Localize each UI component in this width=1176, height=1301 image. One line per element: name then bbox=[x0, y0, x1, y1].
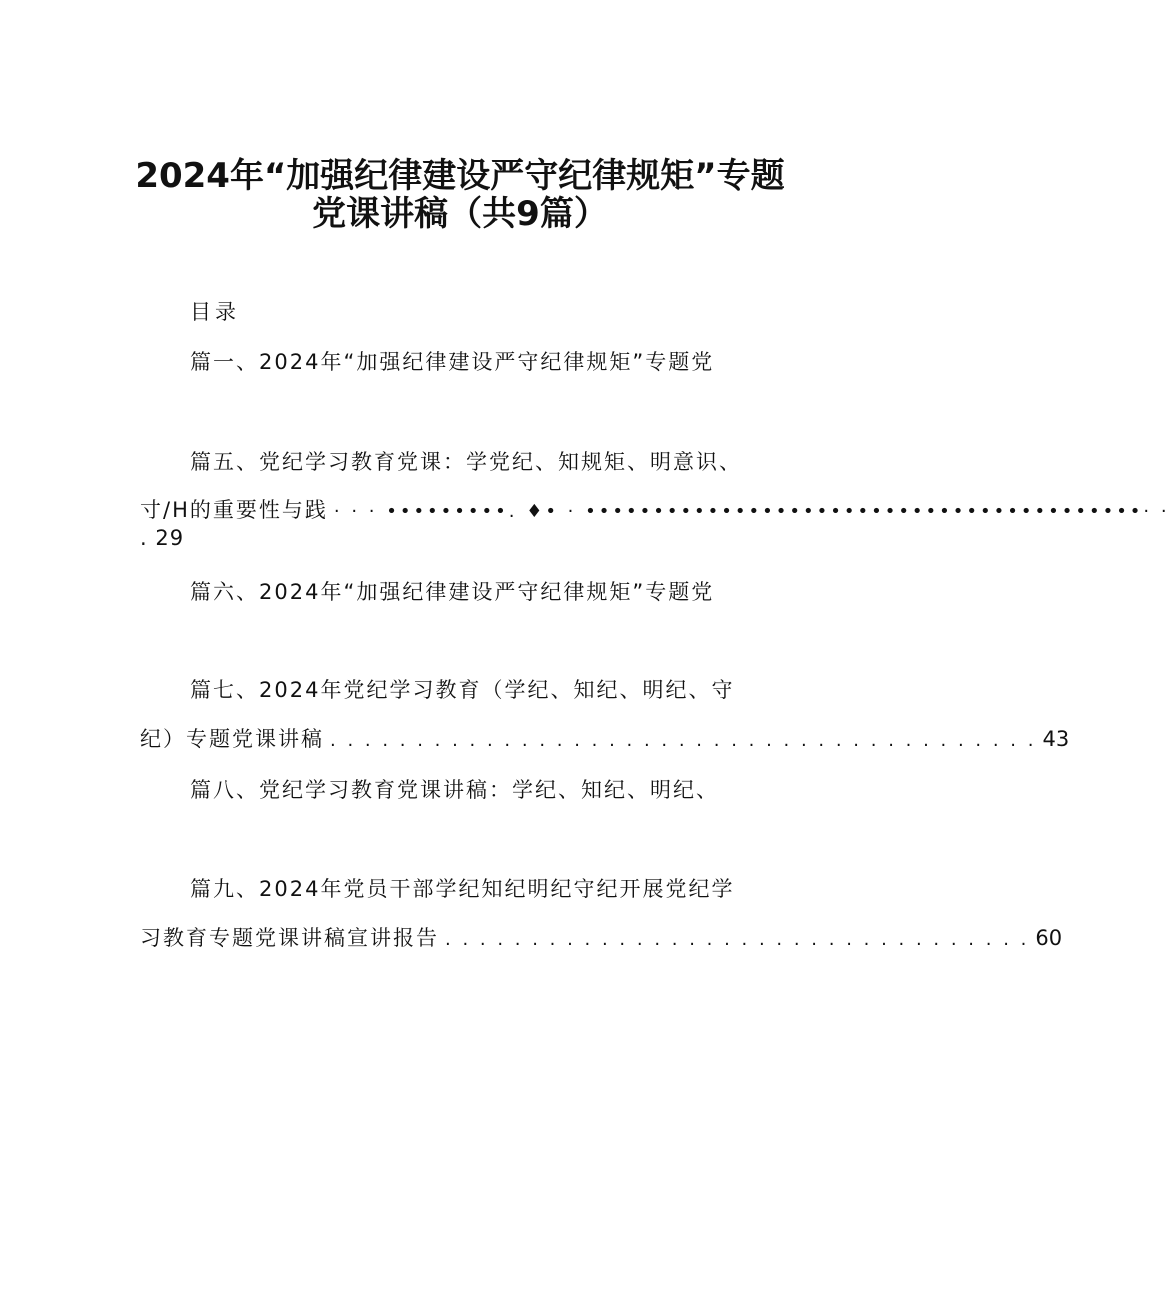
toc-entry-9-page: 60 bbox=[1035, 926, 1063, 950]
toc-heading: 目录 bbox=[190, 300, 240, 324]
toc-entry-6[interactable]: 篇六、2024年“加强纪律建设严守纪律规矩”专题党 bbox=[190, 580, 715, 604]
toc-entry-9-leader: . . . . . . . . . . . . . . . . . . . . . . . . . . . . . . . . . . bbox=[445, 929, 1030, 950]
toc-entry-5[interactable]: 篇五、党纪学习教育党课：学党纪、知规矩、明意识、 bbox=[190, 450, 742, 474]
document-title-line-2: 党课讲稿（共9篇） bbox=[312, 194, 608, 234]
toc-entry-1[interactable]: 篇一、2024年“加强纪律建设严守纪律规矩”专题党 bbox=[190, 350, 715, 374]
toc-entry-9-continuation[interactable] bbox=[140, 922, 1063, 952]
toc-entry-5-leader: · · · •••••••••. ♦• · •••••••••••••••••••••••••••••••••••••••••· · bbox=[333, 501, 1170, 522]
toc-entry-8[interactable]: 篇八、党纪学习教育党课讲稿：学纪、知纪、明纪、 bbox=[190, 778, 719, 802]
toc-entry-5-page: . 29 bbox=[140, 526, 185, 550]
toc-entry-9-text: 习教育专题党课讲稿宣讲报告 bbox=[140, 926, 439, 950]
toc-entry-5-continuation[interactable] bbox=[140, 494, 1170, 524]
toc-entry-7-continuation[interactable] bbox=[140, 723, 1070, 753]
toc-entry-7-leader: . . . . . . . . . . . . . . . . . . . . . . . . . . . . . . . . . . . . . . . . . bbox=[330, 730, 1037, 751]
toc-entry-7-text: 纪）专题党课讲稿 bbox=[140, 727, 324, 751]
document-title-line-1: 2024年“加强纪律建设严守纪律规矩”专题 bbox=[135, 156, 785, 196]
toc-entry-9[interactable]: 篇九、2024年党员干部学纪知纪明纪守纪开展党纪学 bbox=[190, 877, 735, 901]
toc-entry-5-text: 寸/H的重要性与践 bbox=[140, 498, 328, 522]
toc-entry-7[interactable]: 篇七、2024年党纪学习教育（学纪、知纪、明纪、守 bbox=[190, 678, 735, 702]
toc-entry-7-page: 43 bbox=[1042, 727, 1070, 751]
